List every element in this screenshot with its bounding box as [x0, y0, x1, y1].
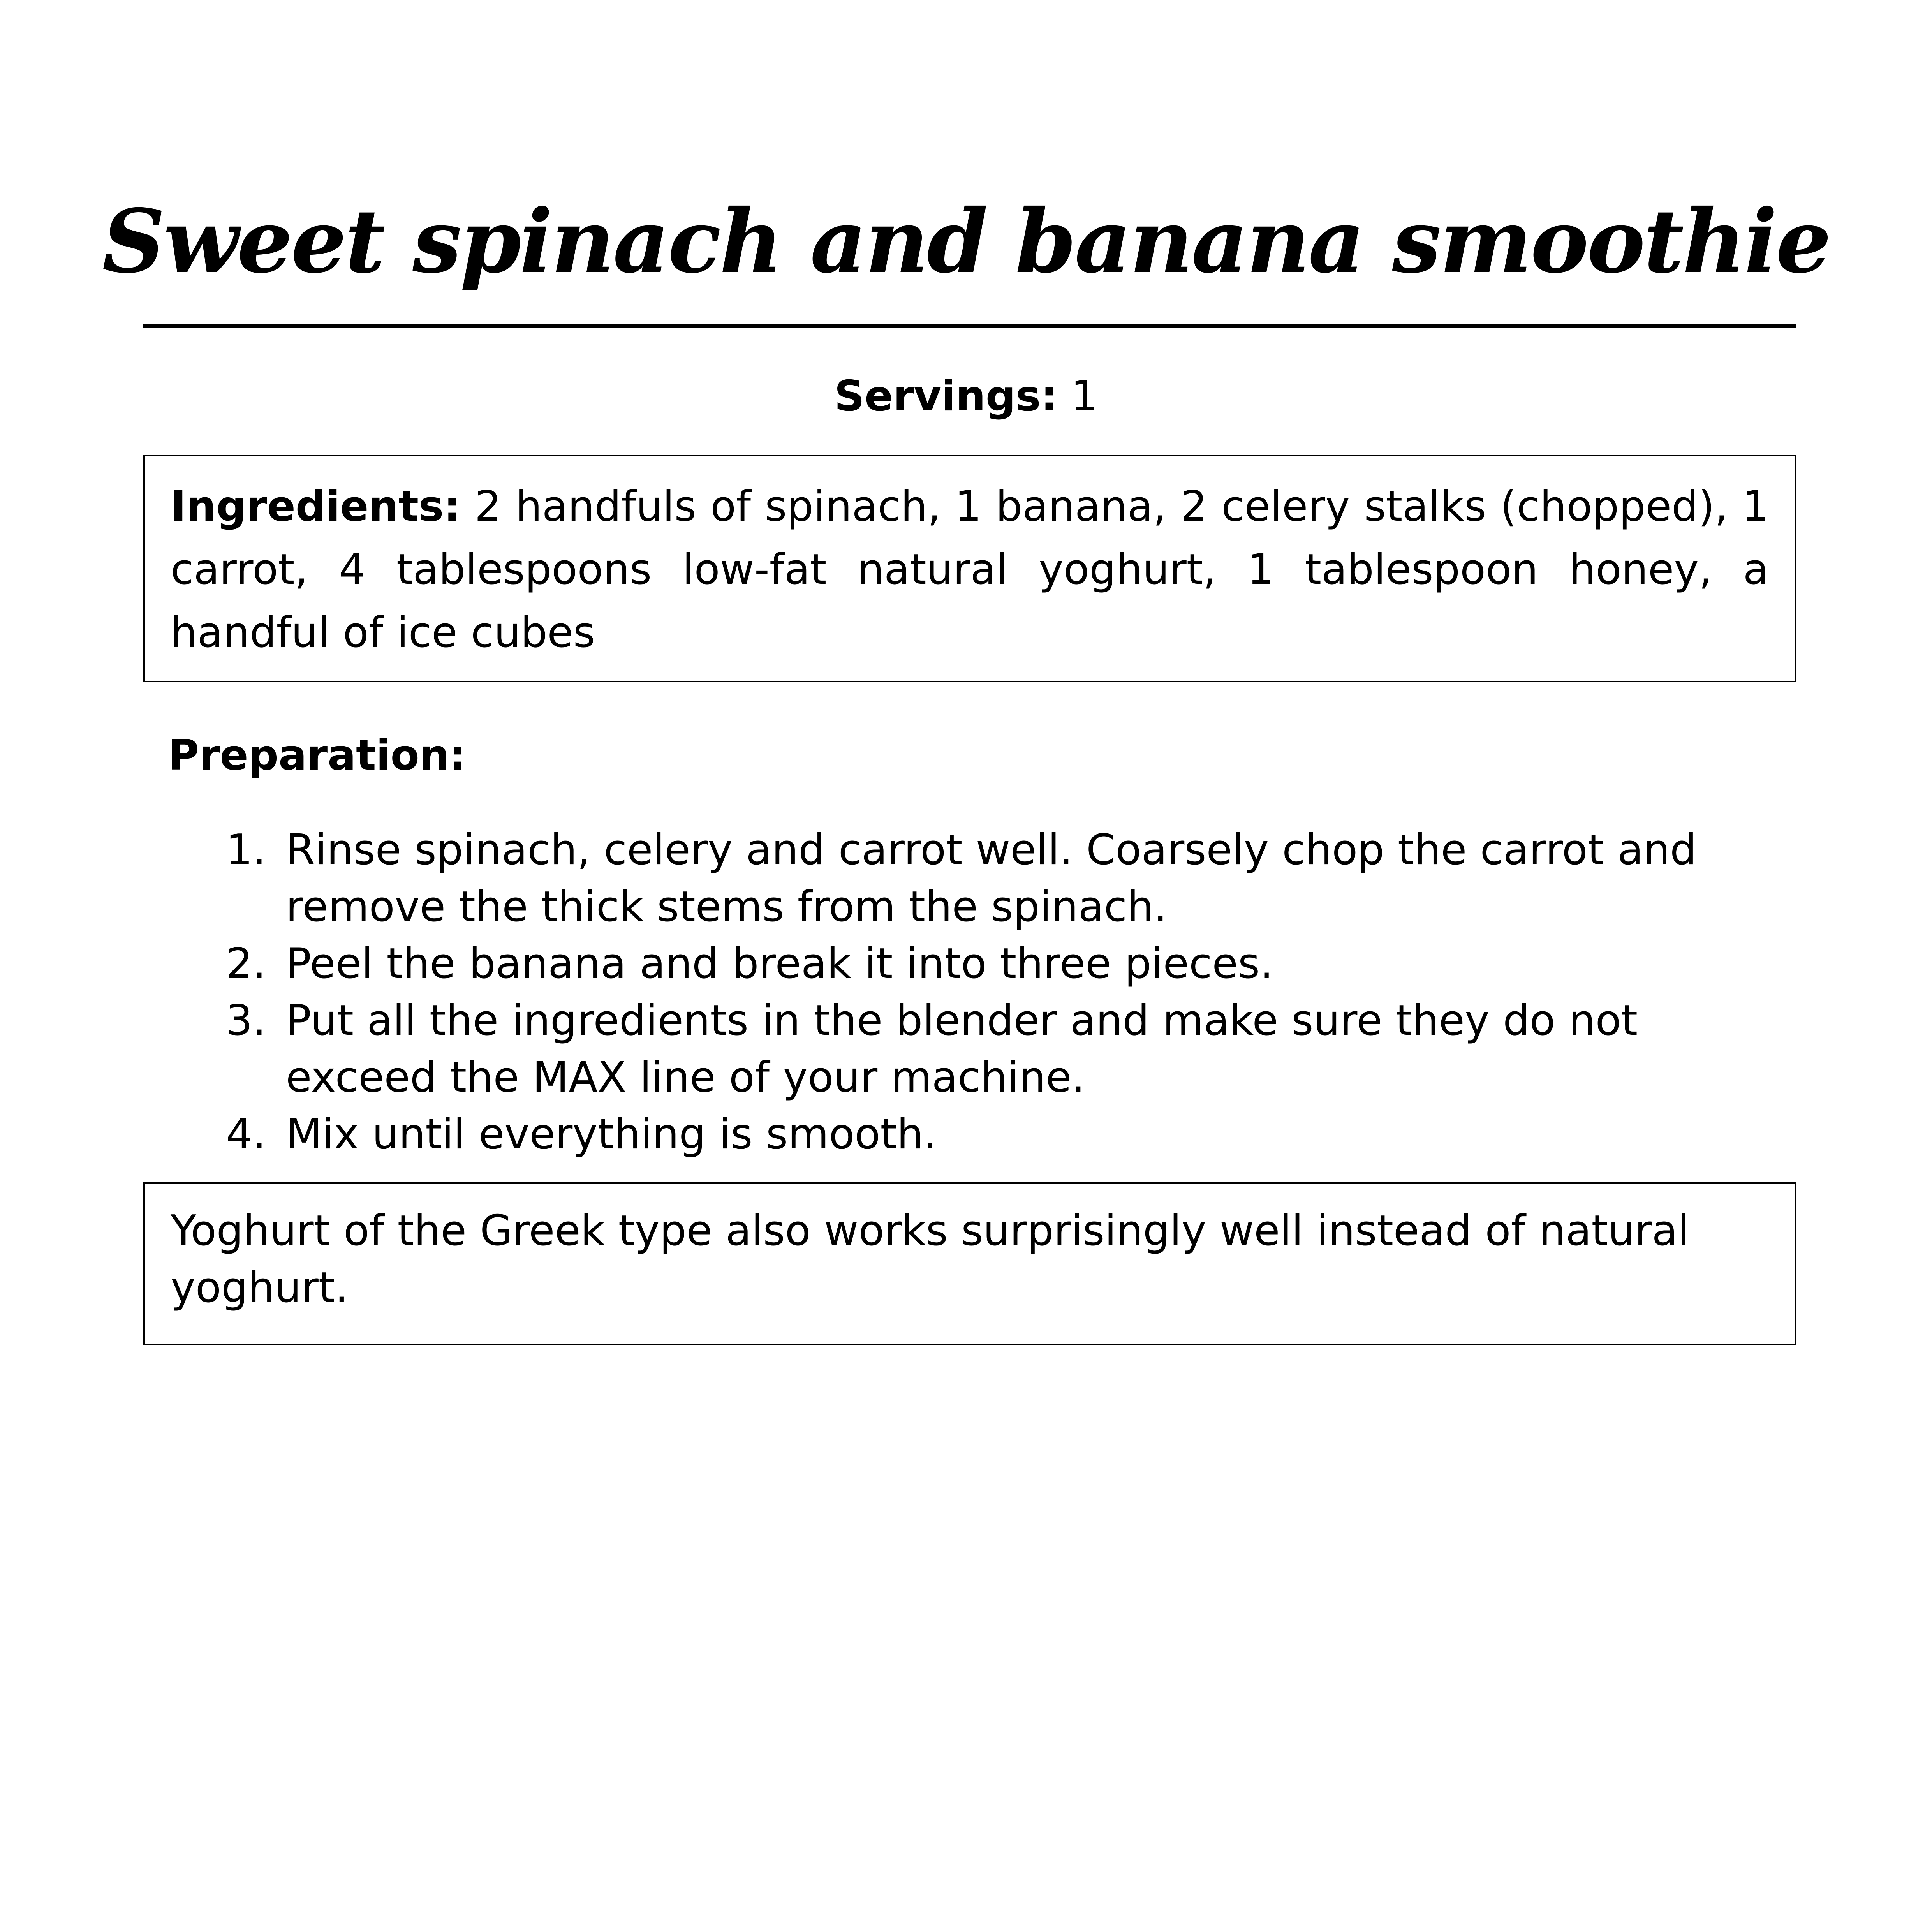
ingredients-box [143, 455, 1796, 682]
tip-text: Yoghurt of the Greek type also works surprisingly well instead of natural yoghurt. [171, 1206, 1689, 1312]
servings-value: 1 [1057, 372, 1098, 421]
step-number: 4. [226, 1110, 266, 1159]
title-divider [143, 324, 1796, 328]
step-number: 1. [226, 826, 266, 874]
preparation-heading: Preparation: [168, 731, 466, 780]
servings-line [0, 369, 1932, 424]
preparation-step [218, 935, 1737, 992]
step-text: Put all the ingredients in the blender and make sure they do not exceed the MAX line of your machine. [286, 996, 1638, 1102]
preparation-step [218, 992, 1737, 1106]
ingredients-paragraph [171, 475, 1769, 664]
step-number: 3. [226, 996, 266, 1045]
page-title: Sweet spinach and banana smoothie [102, 190, 1830, 292]
servings-label: Servings: [834, 372, 1058, 421]
step-text: Rinse spinach, celery and carrot well. Coarsely chop the carrot and remove the thick stems from the spinach. [286, 826, 1697, 931]
step-text: Peel the banana and break it into three pieces. [286, 939, 1273, 988]
preparation-step [218, 822, 1737, 935]
ingredients-label: Ingredients: [171, 482, 461, 531]
ingredients-list-text: 2 handfuls of spinach, 1 banana, 2 celery stalks (chopped), 1 carrot, 4 tablespoons low-fat natural yoghurt, 1 tablespoon honey, a handful of ice cubes [171, 482, 1769, 657]
tip-box [143, 1182, 1796, 1345]
preparation-steps [218, 822, 1737, 1163]
preparation-step [218, 1106, 1737, 1163]
step-number: 2. [226, 939, 266, 988]
step-text: Mix until everything is smooth. [286, 1110, 937, 1159]
